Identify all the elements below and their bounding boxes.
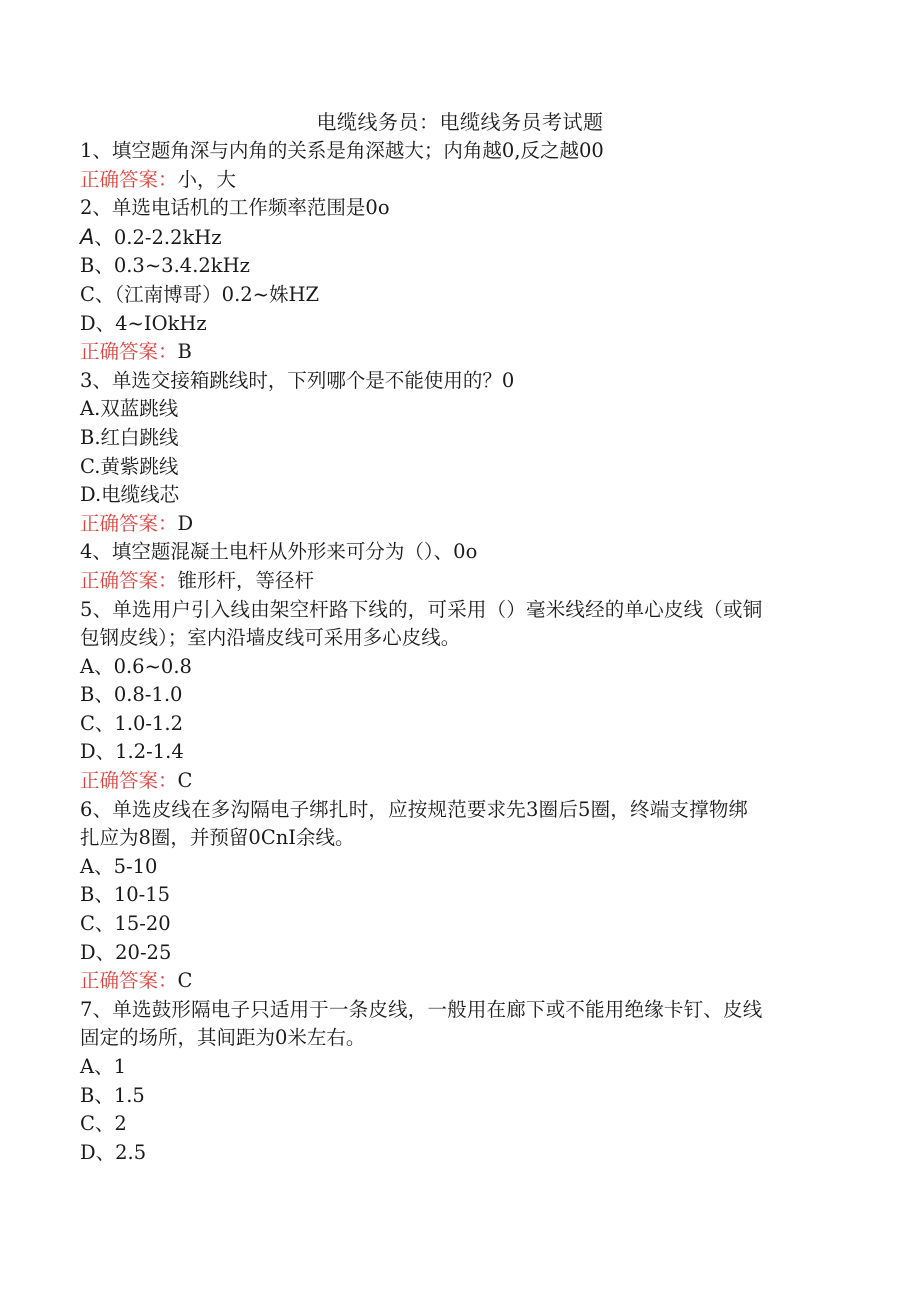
question-6-answer — [80, 967, 830, 996]
question-7-stem-line-2: 固定的场所，其间距为0米左右。 — [80, 1026, 366, 1050]
answer-label: 正确答案： — [80, 167, 178, 191]
question-5-stem-line-2: 包钢皮线）；室内沿墙皮线可采用多心皮线。 — [80, 626, 461, 650]
answer-value: D — [177, 511, 194, 535]
answer-label: 正确答案： — [80, 568, 178, 592]
question-6-stem-line-1: 6、单选皮线在多沟隔电子绑扎时，应按规范要求先3圈后5圈，终端支撑物绑 — [80, 797, 749, 821]
question-3-answer — [80, 510, 830, 539]
answer-value: 小，大 — [177, 167, 237, 191]
question-5-answer — [80, 767, 830, 796]
question-1-answer — [80, 166, 830, 195]
answer-value: B — [177, 340, 192, 364]
answer-value: C — [177, 769, 193, 793]
question-5-option-d: D、1.2-1.4 — [80, 740, 184, 764]
question-7-option-d: D、2.5 — [80, 1140, 147, 1164]
question-2-answer — [80, 338, 830, 367]
question-6-option-d: D、20-25 — [80, 940, 172, 964]
question-4-stem: 4、填空题混凝土电杆从外形来可分为（）、0o — [80, 540, 478, 564]
answer-label: 正确答案： — [80, 340, 178, 364]
answer-label: 正确答案： — [80, 511, 178, 535]
option-mark: A — [80, 224, 95, 249]
document-title: 电缆线务员：电缆线务员考试题 — [316, 110, 604, 134]
question-7-option-c: C、2 — [80, 1112, 127, 1136]
question-3-option-b: B.红白跳线 — [80, 425, 179, 449]
question-list — [80, 137, 830, 1167]
question-3-option-d: D.电缆线芯 — [80, 483, 180, 507]
question-6-option-b: B、10-15 — [80, 883, 171, 907]
question-1-stem: 1、填空题角深与内角的关系是角深越大；内角越0,反之越00 — [80, 139, 604, 162]
answer-value: C — [177, 969, 193, 993]
question-2-option-c: C、（江南博哥）0.2~姝HZ — [80, 282, 320, 306]
question-2-option-d: D、4~IOkHz — [80, 311, 207, 335]
question-6-option-c: C、15-20 — [80, 912, 171, 936]
question-2-stem: 2、单选电话机的工作频率范围是0o — [80, 196, 390, 220]
answer-value: 锥形杆，等径杆 — [177, 568, 315, 592]
question-5-stem-line-1: 5、单选用户引入线由架空杆路下线的，可采用（）毫米线经的单心皮线（或铜 — [80, 597, 763, 621]
question-7-option-a: A、1 — [80, 1055, 126, 1078]
question-5-option-a: A、0.6~0.8 — [80, 654, 192, 678]
question-2-option-b: B、0.3~3.4.2kHz — [80, 254, 250, 278]
question-6-option-a: A、5-10 — [80, 854, 158, 878]
question-5-option-c: C、1.0-1.2 — [80, 711, 184, 735]
question-5-option-b: B、0.8-1.0 — [80, 683, 183, 707]
question-3-stem: 3、单选交接箱跳线时，下列哪个是不能使用的？0 — [80, 368, 515, 392]
question-7-option-b: B、1.5 — [80, 1083, 145, 1107]
question-2-option-a — [80, 223, 830, 253]
question-4-answer — [80, 567, 830, 596]
question-7-stem-line-1: 7、单选鼓形隔电子只适用于一条皮线，一般用在廊下或不能用绝缘卡钉、皮线 — [80, 997, 763, 1021]
question-3-option-a: A.双蓝跳线 — [80, 397, 179, 421]
answer-label: 正确答案： — [80, 769, 178, 793]
question-6-stem-line-2: 扎应为8圈，并预留0CnI余线。 — [80, 826, 355, 850]
question-3-option-c: C.黄紫跳线 — [80, 454, 179, 478]
answer-label: 正确答案： — [80, 969, 178, 993]
option-text: 、0.2-2.2kHz — [94, 225, 222, 249]
